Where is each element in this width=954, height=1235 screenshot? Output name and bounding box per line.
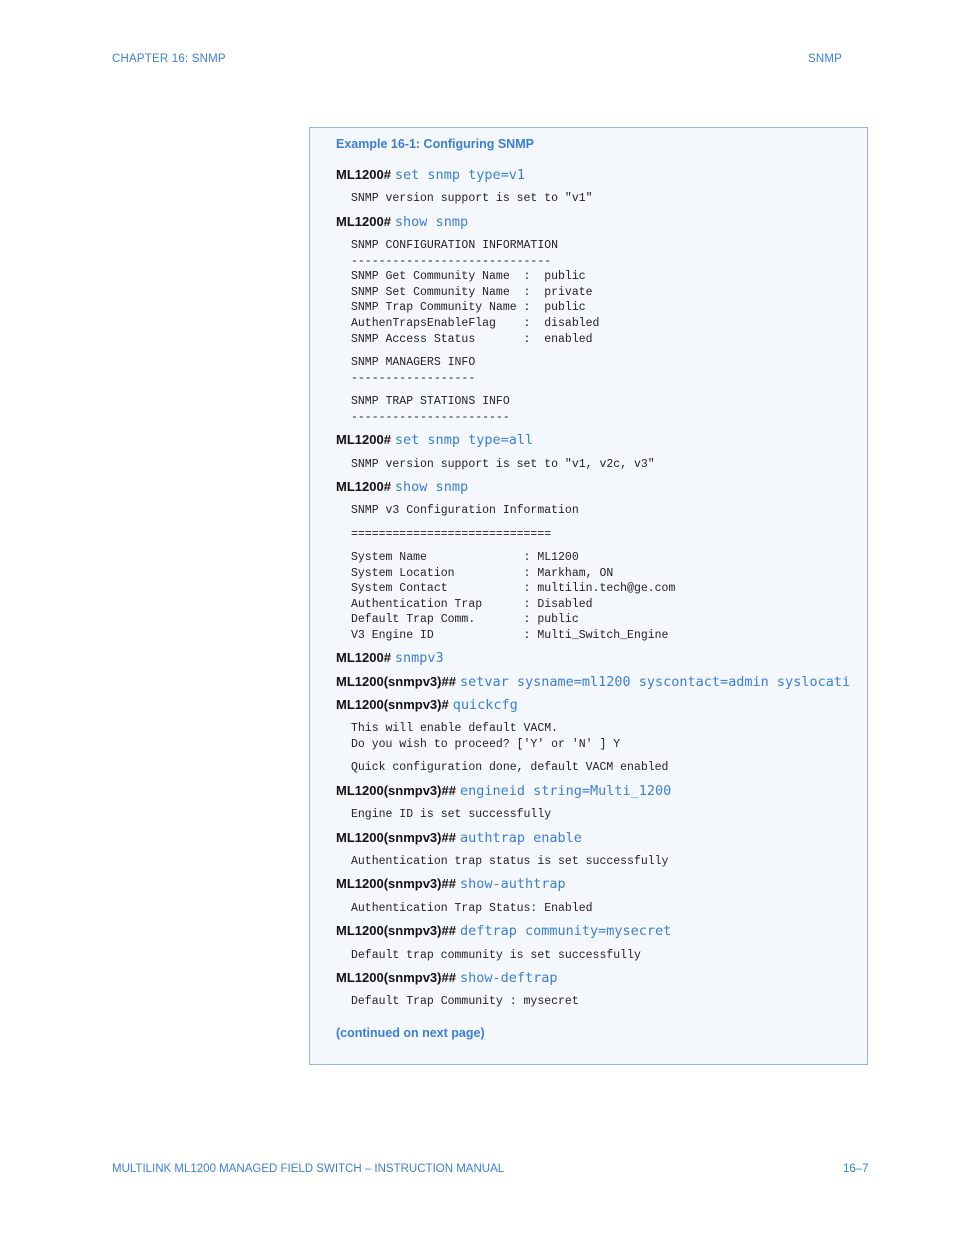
command-line: [336, 922, 671, 940]
command-output: This will enable default VACM. Do you wish to proceed? ['Y' or 'N' ] Y: [351, 722, 621, 751]
command-text: quickcfg: [452, 697, 518, 713]
command-output: Authentication trap status is set successfully: [351, 855, 669, 868]
command-output: Quick configuration done, default VACM enabled: [351, 761, 669, 774]
command-line: [336, 696, 518, 714]
command-text: setvar sysname=ml1200 syscontact=admin syslocati: [459, 674, 851, 690]
command-text: set snmp type=all: [394, 432, 534, 448]
prompt: ML1200#: [336, 167, 391, 182]
command-output: SNMP version support is set to "v1": [351, 192, 593, 205]
continued-note: (continued on next page): [336, 1026, 485, 1040]
prompt: ML1200#: [336, 214, 391, 229]
command-output: SNMP MANAGERS INFO ------------------: [351, 356, 476, 385]
prompt: ML1200(snmpv3)##: [336, 923, 456, 938]
command-line: [336, 782, 671, 800]
section-header: SNMP: [808, 53, 843, 65]
command-line: [336, 166, 525, 184]
chapter-header: CHAPTER 16: SNMP: [112, 53, 226, 65]
command-text: show snmp: [394, 479, 469, 495]
command-output: Default trap community is set successfully: [351, 949, 641, 962]
command-line: [336, 649, 444, 667]
prompt: ML1200#: [336, 432, 391, 447]
example-box: [309, 127, 868, 1065]
command-line: [336, 431, 533, 449]
prompt: ML1200(snmpv3)##: [336, 674, 456, 689]
command-text: engineid string=Multi_1200: [459, 783, 672, 799]
command-text: authtrap enable: [459, 830, 582, 846]
command-output: System Name : ML1200 System Location : Markham, ON System Contact : multilin.tech@ge.com Authentication Trap : Disabled Default Trap Comm. : public V3 Engine ID : Multi_Switch_Engine: [351, 551, 676, 642]
command-line: [336, 875, 566, 893]
command-text: show snmp: [394, 214, 469, 230]
command-output: Default Trap Community : mysecret: [351, 995, 579, 1008]
command-line: [336, 478, 468, 496]
prompt: ML1200(snmpv3)##: [336, 783, 456, 798]
prompt: ML1200#: [336, 650, 391, 665]
prompt: ML1200(snmpv3)##: [336, 876, 456, 891]
page-number: 16–7: [843, 1163, 869, 1175]
command-line: [336, 829, 582, 847]
command-output: Authentication Trap Status: Enabled: [351, 902, 593, 915]
command-text: snmpv3: [394, 650, 444, 666]
prompt: ML1200(snmpv3)##: [336, 970, 456, 985]
prompt: ML1200(snmpv3)#: [336, 697, 449, 712]
command-output: SNMP v3 Configuration Information: [351, 504, 579, 517]
command-output: =============================: [351, 528, 552, 541]
command-text: set snmp type=v1: [394, 167, 525, 183]
command-line: [336, 673, 850, 691]
command-text: show-deftrap: [459, 970, 558, 986]
command-output: Engine ID is set successfully: [351, 808, 552, 821]
command-output: SNMP CONFIGURATION INFORMATION ----------------------------- SNMP Get Community Name : public SNMP Set Community Name : private SNMP Trap Community Name : public AuthenTrapsEnableFlag : disabled SNMP Access Status : enabled: [351, 239, 600, 346]
manual-footer: MULTILINK ML1200 MANAGED FIELD SWITCH – INSTRUCTION MANUAL: [112, 1163, 505, 1175]
command-output: SNMP version support is set to "v1, v2c, v3": [351, 458, 655, 471]
command-text: deftrap community=mysecret: [459, 923, 672, 939]
command-text: show-authtrap: [459, 876, 566, 892]
command-line: [336, 213, 468, 231]
prompt: ML1200#: [336, 479, 391, 494]
command-output: SNMP TRAP STATIONS INFO -----------------------: [351, 395, 510, 424]
command-line: [336, 969, 558, 987]
prompt: ML1200(snmpv3)##: [336, 830, 456, 845]
example-title: Example 16-1: Configuring SNMP: [336, 137, 534, 151]
